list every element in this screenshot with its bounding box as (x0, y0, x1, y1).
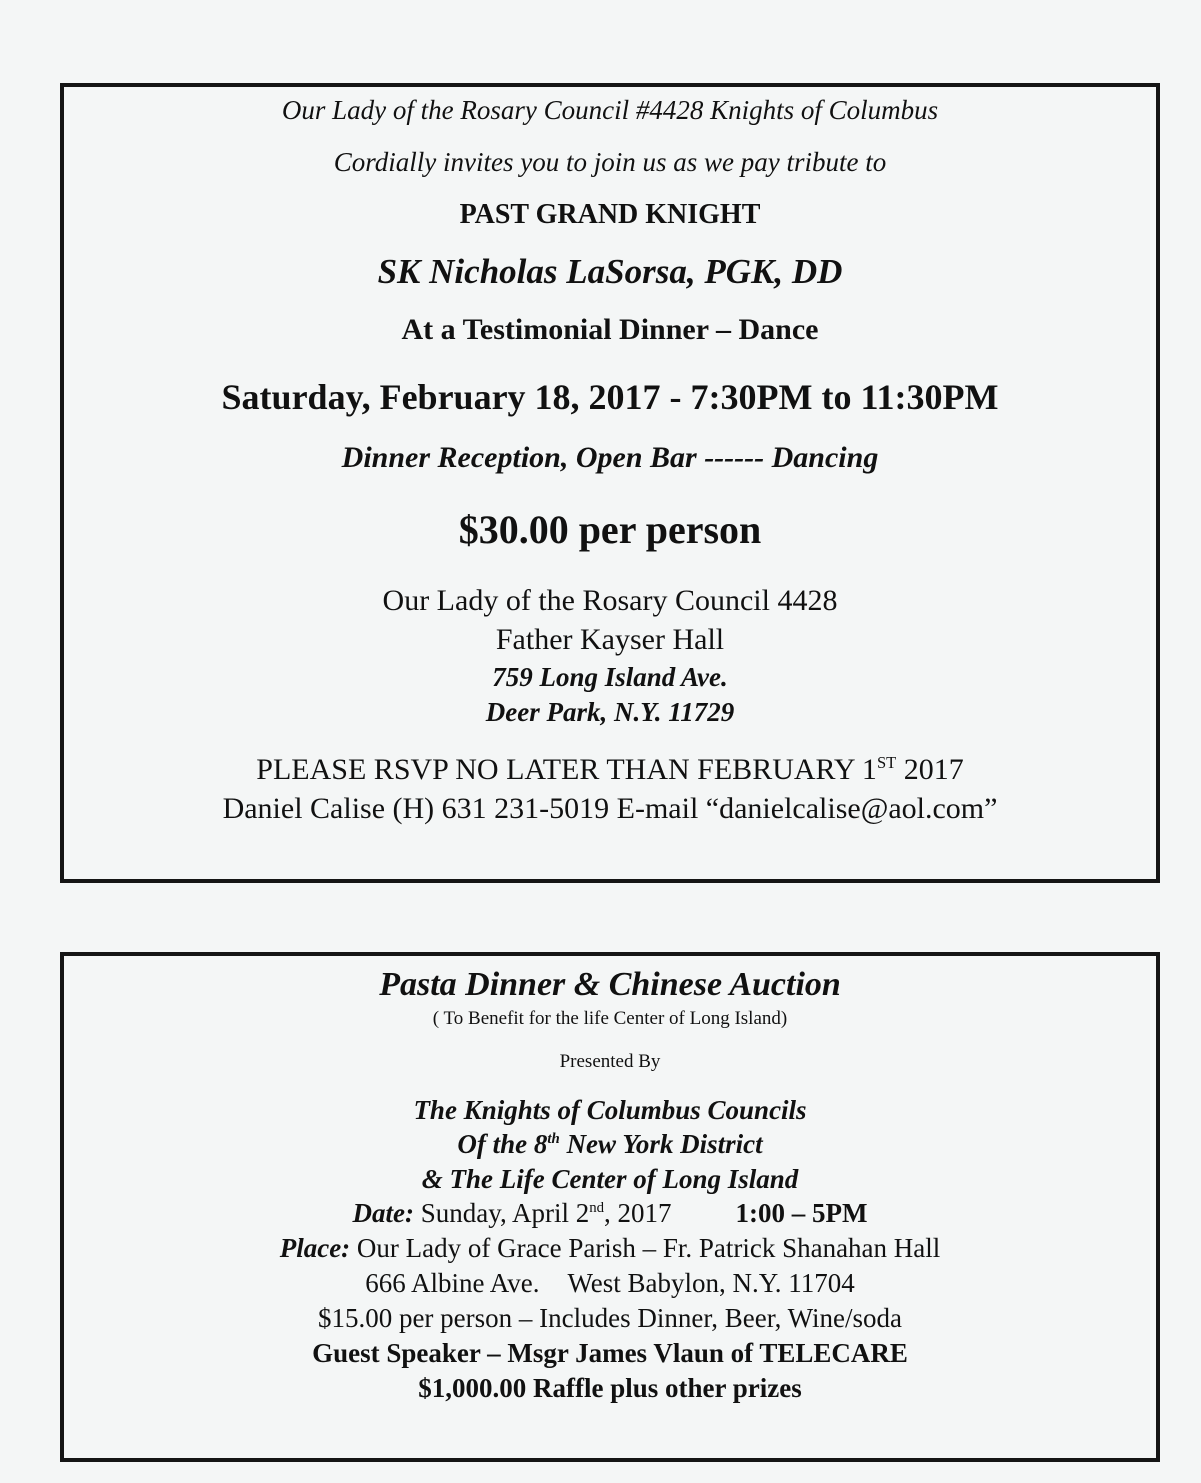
date-prefix: Sunday, April 2 (413, 1198, 590, 1228)
ticket-price: $30.00 per person (458, 507, 762, 552)
pasta-title: Pasta Dinner & Chinese Auction (379, 966, 841, 1003)
place-value: Our Lady of Grace Parish – Fr. Patrick Shanahan Hall (350, 1233, 941, 1263)
org-line-3: & The Life Center of Long Island (421, 1164, 799, 1194)
event-date-time: Saturday, February 18, 2017 - 7:30PM to 11:30PM (221, 377, 999, 417)
honor-title: PAST GRAND KNIGHT (459, 199, 761, 230)
rsvp-prefix: PLEASE RSVP NO LATER THAN FEBRUARY 1 (256, 753, 877, 786)
event-address (64, 1270, 1156, 1297)
org-line-2-ordinal: th (547, 1131, 560, 1147)
venue-hall: Father Kayser Hall (495, 623, 725, 656)
council-line: Our Lady of the Rosary Council #4428 Knights of Columbus (281, 95, 939, 125)
event-type: At a Testimonial Dinner – Dance (401, 313, 819, 346)
presented-by: Presented By (559, 1051, 661, 1072)
rsvp-year: 2017 (896, 753, 964, 786)
date-suffix: , 2017 (604, 1198, 672, 1228)
benefit-line: ( To Benefit for the life Center of Long Island) (432, 1008, 788, 1029)
rsvp-contact: Daniel Calise (H) 631 231-5019 E-mail “danielcalise@aol.com” (222, 792, 998, 825)
place-label: Place: (279, 1233, 351, 1263)
event-time: 1:00 – 5PM (735, 1198, 868, 1228)
venue-street: 759 Long Island Ave. (492, 662, 728, 692)
date-ordinal: nd (589, 1200, 605, 1216)
address-street: 666 Albine Ave. (365, 1268, 540, 1298)
speaker-line: Guest Speaker – Msgr James Vlaun of TELECARE (312, 1338, 908, 1368)
venue-city: Deer Park, N.Y. 11729 (485, 697, 735, 727)
org-line-2-suffix: New York District (559, 1129, 763, 1159)
raffle-line: $1,000.00 Raffle plus other prizes (418, 1373, 802, 1403)
venue-name: Our Lady of the Rosary Council 4428 (382, 584, 838, 617)
rsvp-deadline (64, 755, 1156, 785)
address-city: West Babylon, N.Y. 11704 (567, 1268, 855, 1298)
testimonial-flyer (60, 83, 1160, 883)
date-label: Date: (352, 1198, 414, 1228)
event-place-line (64, 1235, 1156, 1262)
org-line-2-prefix: Of the 8 (457, 1129, 548, 1159)
honoree-name: SK Nicholas LaSorsa, PGK, DD (377, 252, 843, 291)
rsvp-suffix-ordinal: ST (876, 753, 897, 772)
pasta-dinner-flyer (60, 952, 1160, 1462)
org-line-2 (64, 1131, 1156, 1158)
event-features: Dinner Reception, Open Bar ------ Dancing (341, 441, 879, 474)
price-line: $15.00 per person – Includes Dinner, Beer, Wine/soda (317, 1303, 903, 1333)
invite-line: Cordially invites you to join us as we pay tribute to (333, 147, 887, 177)
event-date-line (64, 1200, 1156, 1227)
org-line-1: The Knights of Columbus Councils (413, 1095, 807, 1125)
